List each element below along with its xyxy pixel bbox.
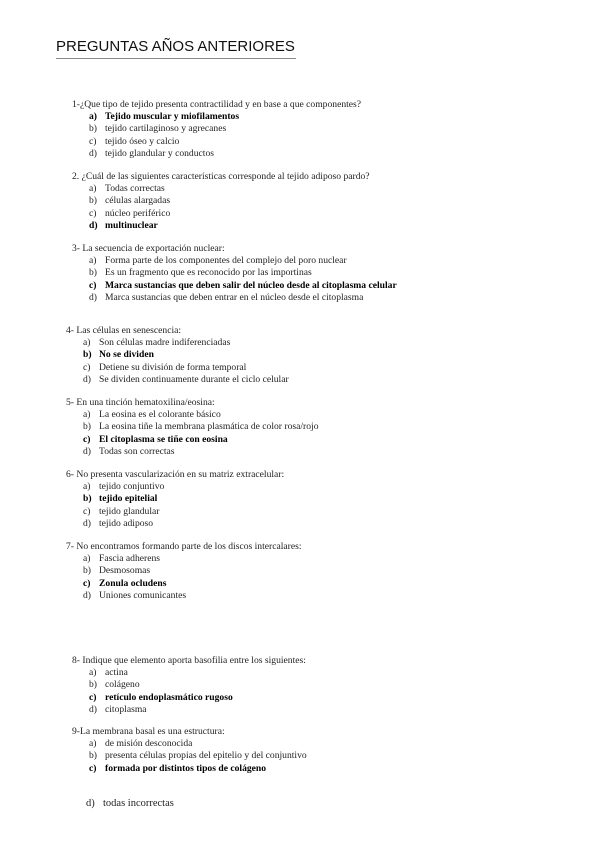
option-b: b) tejido cartilaginoso y agrecanes (89, 123, 227, 135)
question-1 (72, 99, 361, 160)
option-a: a) Tejido muscular y miofilamentos (89, 111, 240, 123)
option-c: c) Detiene su división de forma temporal (83, 361, 247, 373)
question-5 (66, 397, 319, 458)
question-4 (66, 325, 289, 386)
option-c: c) tejido glandular (83, 505, 160, 517)
question-text: 4- Las células en senescencia: (66, 325, 182, 336)
question-text: 1-¿Que tipo de tejido presenta contractilidad y en base a que componentes? (72, 99, 362, 110)
question-text: 8- Indique que elemento aporta basofilia entre los siguientes: (72, 655, 306, 666)
option-b: b) colágeno (89, 679, 140, 691)
question-3 (72, 243, 397, 304)
question-2 (72, 171, 370, 232)
option-c: c) Marca sustancias que deben salir del núcleo desde al citoplasma celular (89, 279, 397, 291)
option-a: a) actina (89, 667, 128, 679)
option-b: b) No se dividen (83, 349, 154, 361)
option-b: b) presenta células propias del epitelio y del conjuntivo (89, 750, 307, 762)
question-9 (72, 726, 307, 775)
option-c: c) formada por distintos tipos de colágeno (89, 762, 267, 774)
option-c: c) Zonula ocludens (83, 577, 167, 589)
page-title: PREGUNTAS AÑOS ANTERIORES (56, 38, 296, 59)
option-c: c) tejido óseo y calcio (89, 135, 180, 147)
option-d: d) citoplasma (89, 703, 147, 715)
option-a: a) Fascia adherens (83, 553, 161, 565)
option-d: d) tejido adiposo (83, 517, 154, 529)
option-a: a) Forma parte de los componentes del complejo del poro nuclear (89, 255, 347, 267)
option-b: b) La eosina tiñe la membrana plasmática de color rosa/rojo (83, 421, 319, 433)
option-c: c) núcleo periférico (89, 207, 171, 219)
option-d: d) Marca sustancias que deben entrar en el núcleo desde el citoplasma (89, 291, 364, 303)
option-b: b) células alargadas (89, 195, 171, 207)
option-a: a) Son células madre indiferenciadas (83, 337, 231, 349)
question-text: 3- La secuencia de exportación nuclear: (72, 243, 225, 254)
question-text: 5- En una tinción hematoxilina/eosina: (66, 397, 215, 408)
option-c: c) retículo endoplasmático rugoso (89, 691, 233, 703)
option-d: d) Todas son correctas (83, 445, 175, 457)
question-6 (66, 469, 284, 530)
question-text: 7- No encontramos formando parte de los discos intercalares: (66, 541, 302, 552)
option-b: b) tejido epitelial (83, 493, 158, 505)
trailing-option-d: d) todas incorrectas (86, 798, 174, 809)
option-d: d) tejido glandular y conductos (89, 147, 214, 159)
option-a: a) La eosina es el colorante básico (83, 409, 221, 421)
option-b: b) Es un fragmento que es reconocido por las importinas (89, 267, 312, 279)
option-d: d) multinuclear (89, 219, 158, 231)
question-text: 6- No presenta vascularización en su matriz extracelular: (66, 469, 285, 480)
option-a: a) tejido conjuntivo (83, 481, 165, 493)
option-a: a) de misión desconocida (89, 738, 193, 750)
option-d: d) Uniones comunicantes (83, 589, 187, 601)
question-7 (66, 541, 302, 602)
option-c: c) El citoplasma se tiñe con eosina (83, 433, 228, 445)
question-text: 2. ¿Cuál de las siguientes características corresponde al tejido adiposo pardo? (72, 171, 370, 182)
option-d: d) Se dividen continuamente durante el ciclo celular (83, 373, 289, 385)
option-b: b) Desmosomas (83, 565, 151, 577)
question-8 (72, 655, 306, 716)
option-a: a) Todas correctas (89, 183, 165, 195)
question-text: 9-La membrana basal es una estructura: (72, 726, 225, 737)
